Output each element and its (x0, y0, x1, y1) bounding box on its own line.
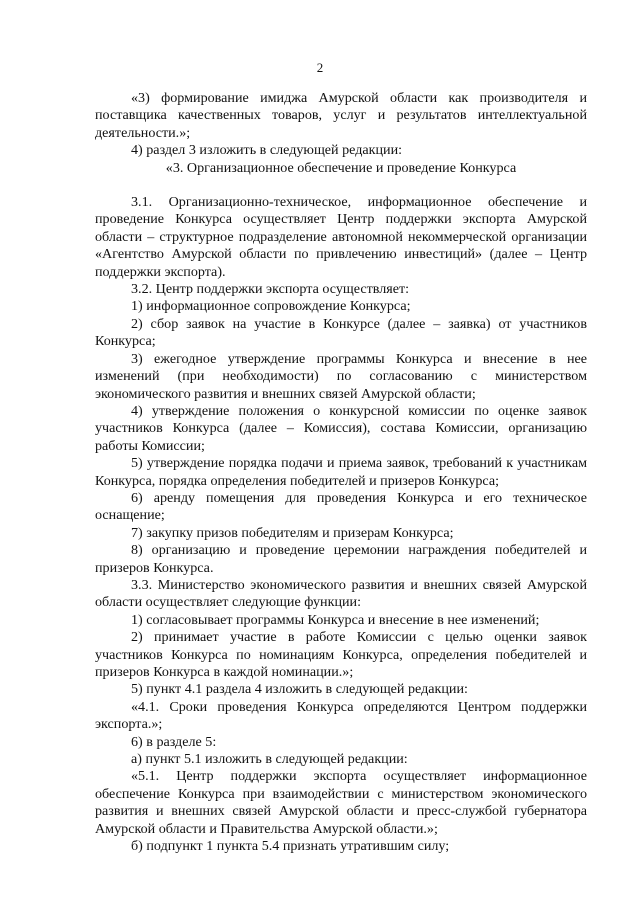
list-item: а) пункт 5.1 изложить в следующей редакции: (131, 751, 408, 768)
list-item: 7) закупку призов победителям и призерам Конкурса; (131, 524, 454, 541)
paragraph: 3.3. Министерство экономического развития и внешних связей Амурской области осуществляет следующие функции: (95, 576, 587, 611)
list-item: 5) утверждение порядка подачи и приема заявок, требований к участникам Конкурса, порядка определения победителей и призеров Конкурса; (95, 455, 587, 489)
paragraph: 3.1. Организационно-техническое, информационное обеспечение и проведение Конкурса осуществляет Центр поддержки экспорта Амурской области – структурное подразделение автономной некоммерческой организации «Агентство Амурской области по привлечению инвестиций» (далее – Центр поддержки экспорта). (95, 194, 587, 280)
list-item: 2) принимает участие в работе Комиссии с целью оценки заявок участников Конкурса по номинациям Конкурса, определения победителей и призеров Конкурса в каждой номинации.»; (95, 629, 587, 680)
paragraph: «4.1. Сроки проведения Конкурса определяются Центром поддержки экспорта.»; (95, 698, 587, 733)
paragraph: «5.1. Центр поддержки экспорта осуществляет информационное обеспечение Конкурса при взаимодействии с министерством экономического развития и внешних связей Амурской области и пресс-службой губернатора Амурской области и Правительства Амурской области.»; (95, 768, 587, 837)
list-item: б) подпункт 1 пункта 5.4 признать утратившим силу; (131, 838, 450, 855)
list-item: 1) согласовывает программы Конкурса и внесение в нее изменений; (131, 611, 540, 628)
paragraph: «3) формирование имиджа Амурской области как производителя и поставщика качественных товаров, услуг и результатов интеллектуальной деятельности.»; (95, 90, 587, 141)
list-item: 6) аренду помещения для проведения Конкурса и его техническое оснащение; (95, 489, 587, 524)
list-item: 5) пункт 4.1 раздела 4 изложить в следующей редакции: (131, 681, 468, 698)
list-item: 3) ежегодное утверждение программы Конкурса и внесение в нее изменений (при необходимости) по согласованию с министерством экономического развития и внешних связей Амурской области; (95, 350, 587, 402)
blank-line (95, 177, 587, 194)
section-heading: «3. Организационное обеспечение и проведение Конкурса (165, 159, 517, 176)
paragraph: 4) раздел 3 изложить в следующей редакции: (131, 142, 403, 159)
list-item: 4) утверждение положения о конкурсной комиссии по оценке заявок участников Конкурса (далее – Комиссия), состава Комиссии, организацию работы Комиссии; (95, 402, 587, 454)
list-item: 8) организацию и проведение церемонии награждения победителей и призеров Конкурса. (95, 542, 587, 576)
paragraph: 3.2. Центр поддержки экспорта осуществляет: (131, 281, 410, 298)
list-item: 2) сбор заявок на участие в Конкурсе (далее – заявка) от участников Конкурса; (95, 315, 587, 350)
document-body (95, 90, 587, 855)
list-item: 6) в разделе 5: (131, 733, 217, 750)
list-item: 1) информационное сопровождение Конкурса; (131, 298, 411, 315)
page-number: 2 (316, 60, 324, 75)
